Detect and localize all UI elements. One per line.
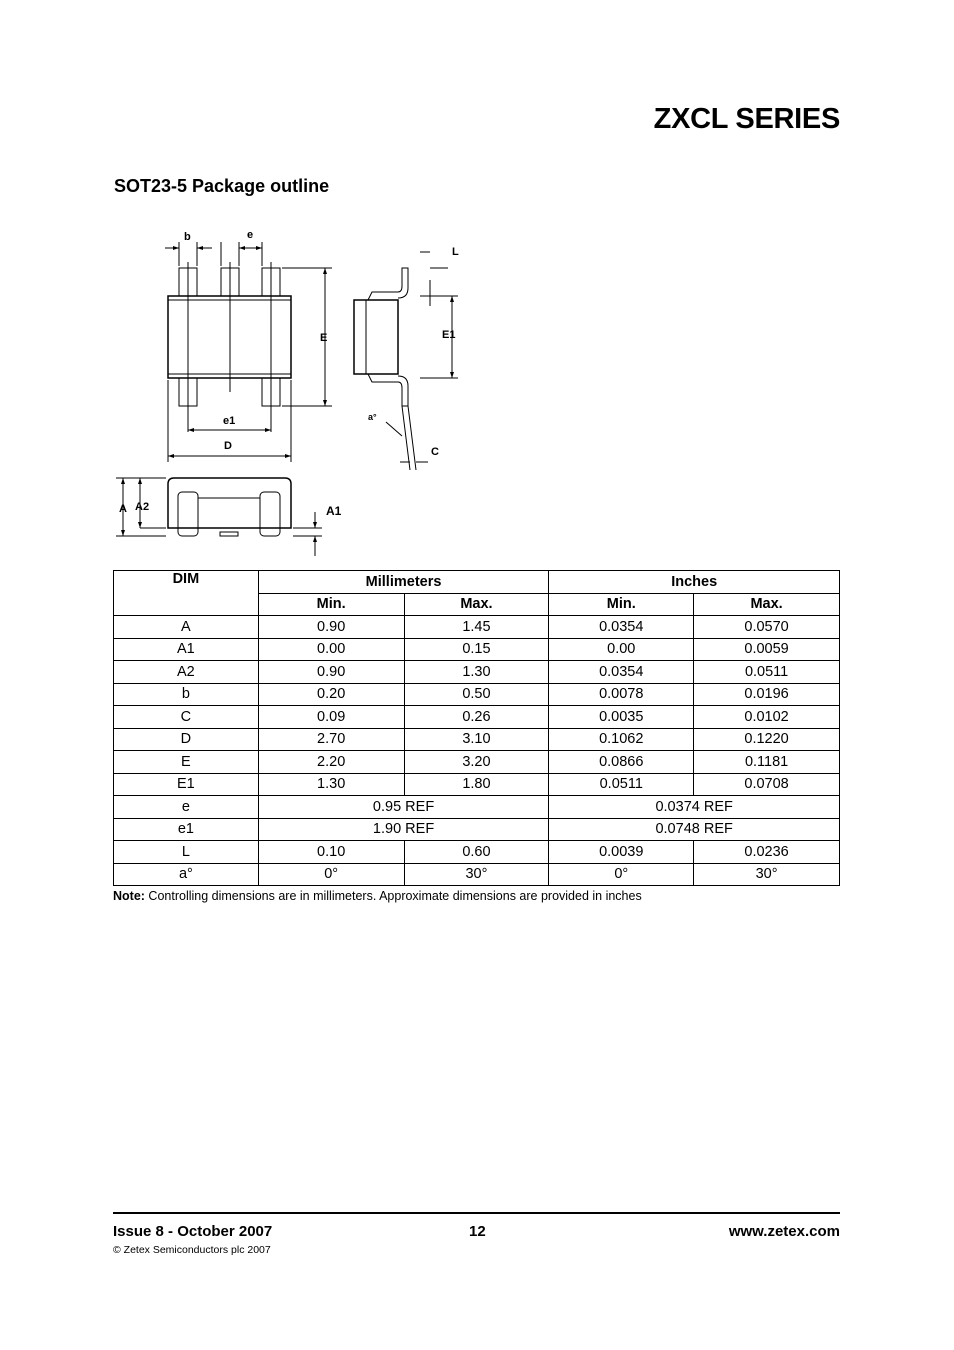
note-text: Controlling dimensions are in millimeters. Approximate dimensions are provided in inches (144, 889, 642, 903)
mm-max-cell: 0.15 (404, 638, 549, 661)
in-min-cell: 0.0039 (549, 841, 694, 864)
label-e: e (247, 229, 254, 241)
in-min-cell: 0.0078 (549, 683, 694, 706)
in-max-cell: 0.0196 (694, 683, 840, 706)
in-min-header: Min. (549, 593, 694, 616)
label-a: a° (368, 412, 377, 422)
dim-cell: b (114, 683, 259, 706)
dim-cell: D (114, 728, 259, 751)
mm-max-header: Max. (404, 593, 549, 616)
mm-max-cell: 1.45 (404, 616, 549, 639)
mm-max-cell: 30° (404, 863, 549, 886)
in-max-cell: 0.1220 (694, 728, 840, 751)
note-label: Note: (113, 889, 145, 903)
label-E1: E1 (442, 329, 456, 341)
mm-min-header: Min. (258, 593, 404, 616)
label-C: C (431, 446, 439, 458)
page-number: 12 (469, 1223, 486, 1240)
mm-max-cell: 0.26 (404, 706, 549, 729)
in-min-cell: 0.1062 (549, 728, 694, 751)
table-note (113, 889, 642, 903)
in-min-cell: 0.0354 (549, 661, 694, 684)
millimeters-header: Millimeters (258, 571, 549, 594)
mm-max-cell: 0.50 (404, 683, 549, 706)
table-row (114, 683, 840, 706)
mm-ref-cell: 1.90 REF (258, 818, 549, 841)
dim-cell: E1 (114, 773, 259, 796)
mm-max-cell: 0.60 (404, 841, 549, 864)
dim-cell: e1 (114, 818, 259, 841)
mm-max-cell: 1.30 (404, 661, 549, 684)
dim-cell: A1 (114, 638, 259, 661)
dim-cell: A (114, 616, 259, 639)
label-A2: A2 (135, 501, 150, 513)
in-max-header: Max. (694, 593, 840, 616)
front-view-lead (178, 492, 198, 536)
in-min-cell: 0.0511 (549, 773, 694, 796)
dim-cell: a° (114, 863, 259, 886)
footer-issue: Issue 8 - October 2007 (113, 1223, 273, 1240)
table-row (114, 638, 840, 661)
in-min-cell: 0.0035 (549, 706, 694, 729)
in-max-cell: 0.0236 (694, 841, 840, 864)
series-title: ZXCL SERIES (653, 103, 840, 135)
in-max-cell: 0.0059 (694, 638, 840, 661)
mm-min-cell: 0.90 (258, 616, 404, 639)
label-A: A (119, 503, 127, 515)
label-e1: e1 (223, 415, 236, 427)
dim-header: DIM (114, 571, 259, 616)
table-row (114, 616, 840, 639)
table-row (114, 728, 840, 751)
table-row (114, 841, 840, 864)
mm-min-cell: 2.70 (258, 728, 404, 751)
dim-cell: C (114, 706, 259, 729)
footer-divider (113, 1212, 840, 1214)
section-title: SOT23-5 Package outline (114, 176, 330, 196)
in-ref-cell: 0.0748 REF (549, 818, 840, 841)
dim-cell: A2 (114, 661, 259, 684)
mm-min-cell: 0.90 (258, 661, 404, 684)
table-row (114, 751, 840, 774)
in-max-cell: 0.1181 (694, 751, 840, 774)
mm-max-cell: 3.20 (404, 751, 549, 774)
inches-header: Inches (549, 571, 840, 594)
mm-max-cell: 1.80 (404, 773, 549, 796)
mm-min-cell: 0.10 (258, 841, 404, 864)
label-b: b (184, 231, 191, 243)
in-max-cell: 0.0570 (694, 616, 840, 639)
side-view-lead-top (368, 268, 408, 300)
table-row (114, 796, 840, 819)
table-row (114, 661, 840, 684)
mm-min-cell: 1.30 (258, 773, 404, 796)
label-A1: A1 (326, 504, 342, 518)
mm-min-cell: 0.09 (258, 706, 404, 729)
mm-min-cell: 0.20 (258, 683, 404, 706)
front-view-lead (260, 492, 280, 536)
dim-cell: E (114, 751, 259, 774)
mm-min-cell: 0° (258, 863, 404, 886)
dim-cell: e (114, 796, 259, 819)
table-row (114, 706, 840, 729)
in-min-cell: 0.00 (549, 638, 694, 661)
table-row (114, 863, 840, 886)
table-row (114, 773, 840, 796)
in-ref-cell: 0.0374 REF (549, 796, 840, 819)
label-E: E (320, 332, 328, 344)
dimensions-table (113, 570, 840, 886)
footer-website: www.zetex.com (728, 1223, 840, 1240)
side-view-lead-bottom (368, 374, 408, 406)
in-max-cell: 0.0708 (694, 773, 840, 796)
mm-min-cell: 2.20 (258, 751, 404, 774)
in-max-cell: 0.0511 (694, 661, 840, 684)
mm-min-cell: 0.00 (258, 638, 404, 661)
label-L: L (452, 246, 459, 258)
in-min-cell: 0° (549, 863, 694, 886)
in-min-cell: 0.0866 (549, 751, 694, 774)
label-D: D (224, 440, 232, 452)
in-max-cell: 30° (694, 863, 840, 886)
dim-cell: L (114, 841, 259, 864)
mm-ref-cell: 0.95 REF (258, 796, 549, 819)
footer-copyright: © Zetex Semiconductors plc 2007 (113, 1244, 271, 1256)
package-outline-drawing (110, 222, 480, 562)
mm-max-cell: 3.10 (404, 728, 549, 751)
side-view-body (354, 300, 398, 374)
table-row (114, 818, 840, 841)
front-view-body (168, 478, 291, 528)
in-max-cell: 0.0102 (694, 706, 840, 729)
in-min-cell: 0.0354 (549, 616, 694, 639)
